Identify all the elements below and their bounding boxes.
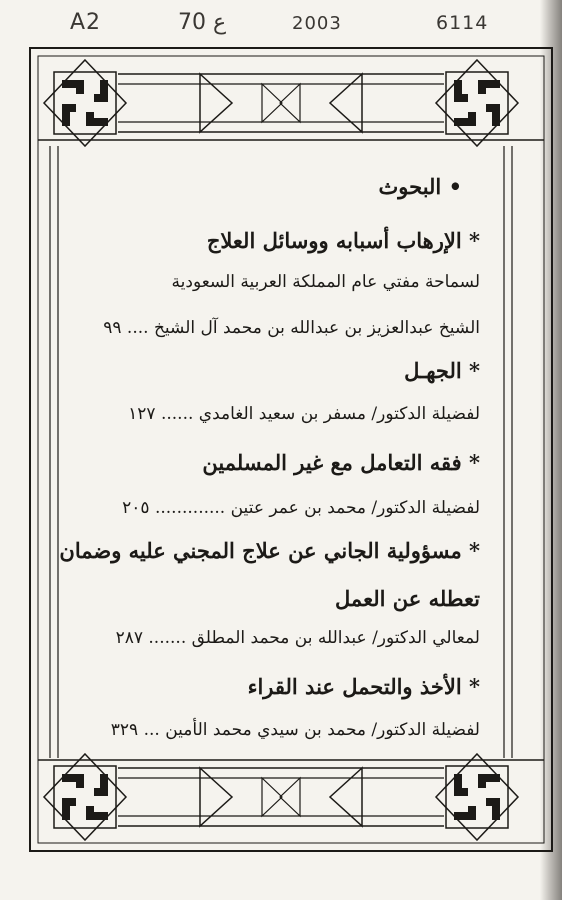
entry-author-line: لفضيلة الدكتور/ محمد بن عمر عتين ............. ٢٠٥ [122,498,480,518]
bottom-left-knot [44,754,126,840]
handwritten-note: 6114 [436,12,489,34]
top-ornament-band [38,74,544,140]
entry-author-line: لمعالي الدكتور/ عبدالله بن محمد المطلق ....... ٢٨٧ [115,628,480,648]
entry-title: * الإرهاب أسبابه ووسائل العلاج [206,228,480,253]
top-left-knot [44,60,126,146]
entry-author-line: لسماحة مفتي عام المملكة العربية السعودية [171,272,480,292]
entry-title: * الجهـل [404,358,480,383]
section-heading: • البحوث [378,174,462,199]
entry-author-line: الشيخ عبدالعزيز بن عبدالله بن محمد آل الشيخ .... ٩٩ [103,318,480,338]
entry-title-continuation: تعطله عن العمل [335,586,480,611]
handwritten-note: A2 [70,10,102,35]
entry-title: * الأخذ والتحمل عند القراء [247,674,480,699]
entry-title: * فقه التعامل مع غير المسلمين [202,450,480,475]
entry-title: * مسؤولية الجاني عن علاج المجني عليه وضمان [59,538,480,563]
entry-author-line: لفضيلة الدكتور/ محمد بن سيدي محمد الأمين ... ٣٢٩ [110,720,480,740]
bottom-right-knot [436,754,518,840]
entry-author-line: لفضيلة الدكتور/ مسفر بن سعيد الغامدي ...... ١٢٧ [128,404,480,424]
top-right-knot [436,60,518,146]
handwritten-note: 2003 [292,13,342,34]
handwritten-note: 70 ع [178,10,227,35]
